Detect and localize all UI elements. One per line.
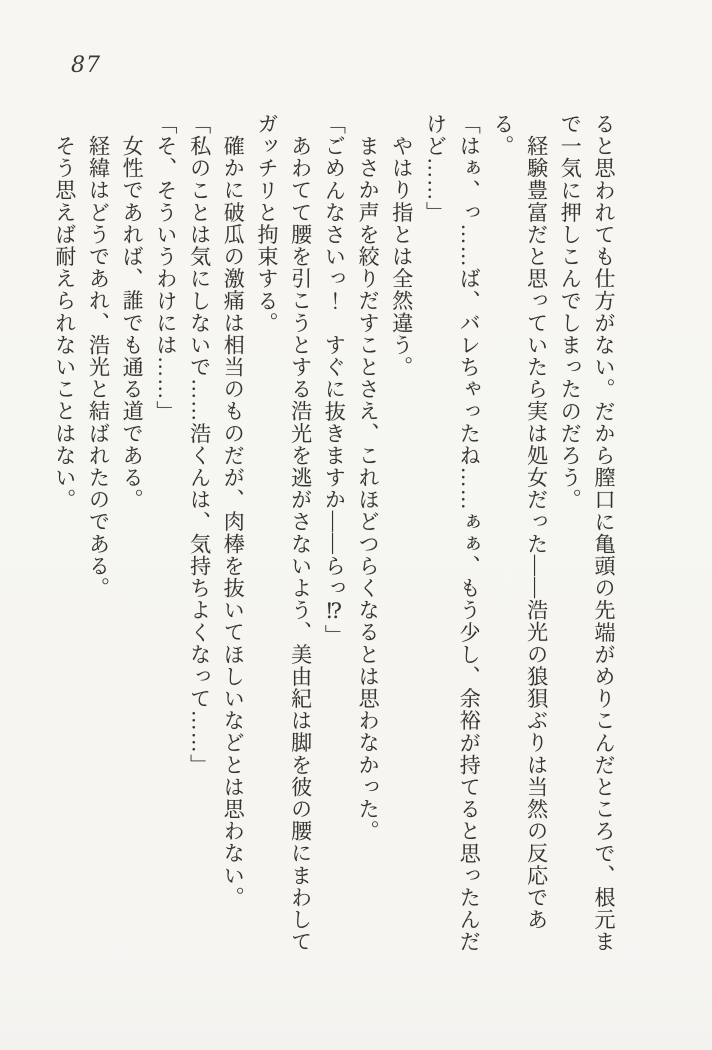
text-line: ガッチリと拘束する。 [254,113,279,334]
text-line: ると思われても仕方がない。だから膣口に亀頭の先端がめりこんだところで、根元ま [592,113,616,953]
text-line: る。 [490,113,515,158]
text-line: まさか声を絞りだすことさえ、これほどつらくなるとは思わなかった。 [356,135,381,843]
text-line: 経験豊富だと思っていたら実は処女だった——浩光の狼狽ぶりは当然の反応であ [524,135,549,931]
text-line: 確かに破瓜の激痛は相当のものだが、肉棒を抜いてほしいなどとは思わない。 [221,135,246,909]
text-line: で一気に押しこんでしまったのだろう。 [558,113,583,511]
text-line: けど……」 [423,113,448,224]
text-line: あわてて腰を引こうとする浩光を逃がさないよう、美由紀は脚を彼の腰にまわして [288,135,313,953]
text-line: 「はぁ、っ……ば、バレちゃったね……ぁぁ、もう少し、余裕が持てると思ったんだ [457,113,482,953]
page-number: 87 [71,53,101,78]
text-line: 「私のことは気にしないで……浩くんは、気持ちよくなって……」 [187,113,212,776]
text-block [47,113,620,981]
text-line: 「ごめんなさいっ！ すぐに抜きますか——らっ⁉」 [322,113,347,647]
text-line: 女性であれば、誰でも通る道である。 [120,135,145,511]
text-line: 「そ、そういうわけには……」 [153,113,178,423]
text-line: やはり指とは全然違う。 [389,135,414,379]
text-line: 経緯はどうであれ、浩光と結ばれたのである。 [86,135,111,600]
text-line: そう思えば耐えられないことはない。 [52,135,77,511]
